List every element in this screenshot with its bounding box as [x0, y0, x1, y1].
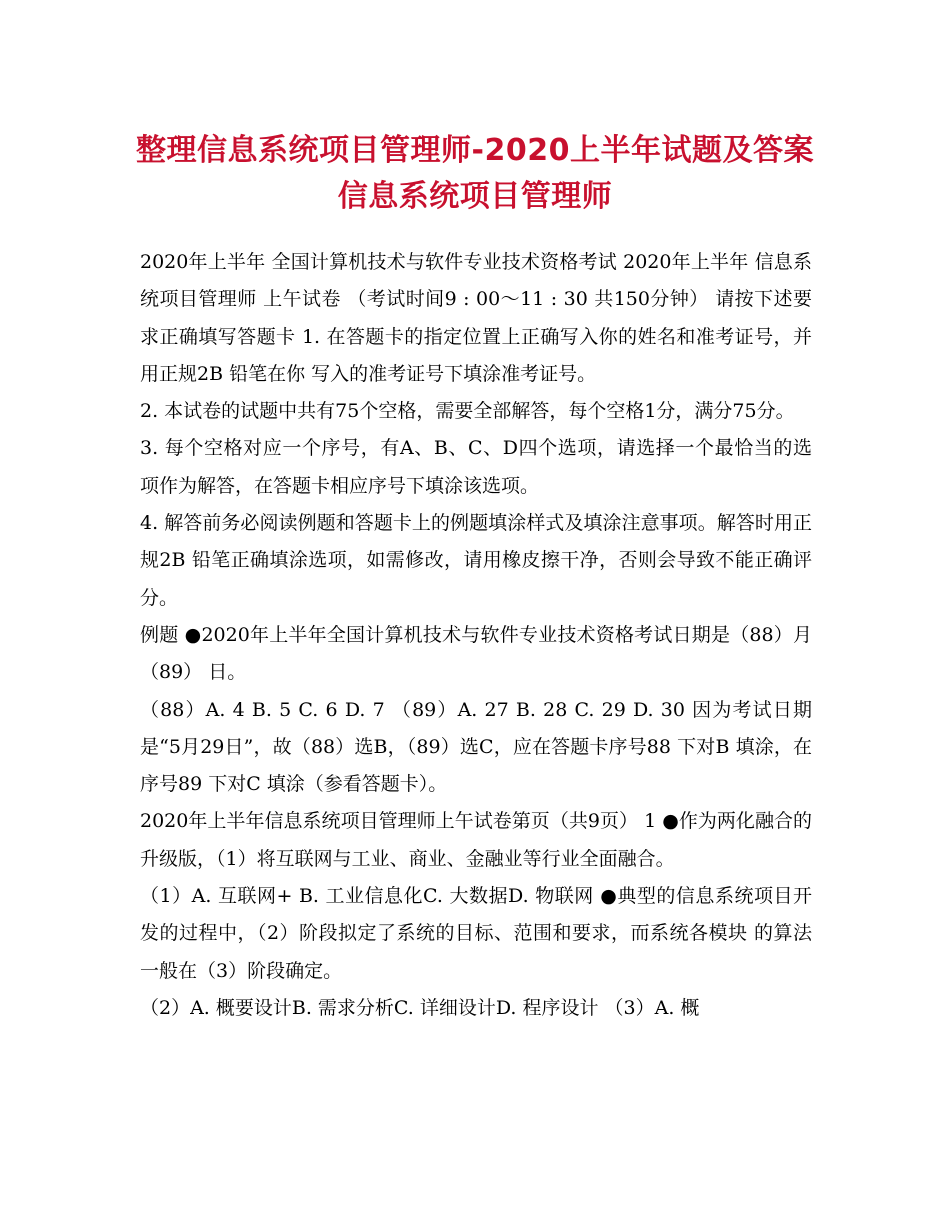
paragraph-question-1: 2020年上半年信息系统项目管理师上午试卷第页（共9页） 1 ●作为两化融合的升级版，（1）将互联网与工业、商业、金融业等行业全面融合。: [140, 810, 812, 870]
paragraph-instructions-4: 4. 解答前务必阅读例题和答题卡上的例题填涂样式及填涂注意事项。解答时用正 规2B 铅笔正确填涂选项，如需修改，请用橡皮擦干净，否则会导致不能正确评分。: [140, 512, 812, 609]
document-body: [140, 244, 812, 1027]
paragraph-question-3: （2）A. 概要设计B. 需求分析C. 详细设计D. 程序设计 （3）A. 概: [140, 996, 700, 1019]
paragraph-question-2: （1）A. 互联网+ B. 工业信息化C. 大数据D. 物联网 ●典型的信息系统项目开发的过程中，（2）阶段拟定了系统的目标、范围和要求，而系统各模块 的算法一般在（3）阶段确定。: [140, 885, 812, 982]
paragraph-instructions-3: 3. 每个空格对应一个序号，有A、B、C、D四个选项，请选择一个最恰当的选 项作为解答，在答题卡相应序号下填涂该选项。: [140, 437, 812, 497]
paragraph-example-answer: （88）A. 4 B. 5 C. 6 D. 7 （89）A. 27 B. 28 C. 29 D. 30 因为考试日期是“5月29日”，故（88）选B，（89）选C，应在答题卡序号88 下对B 填涂，在序号89 下对C 填涂（参看答题卡）。: [140, 698, 812, 796]
paragraph-instructions-2: 2. 本试卷的试题中共有75个空格，需要全部解答，每个空格1分，满分75分。: [140, 400, 795, 423]
paragraph-example-question: 例题 ●2020年上半年全国计算机技术与软件专业技术资格考试日期是（88）月（89） 日。: [140, 623, 812, 684]
document-title: 整理信息系统项目管理师-2020上半年试题及答案 信息系统项目管理师: [136, 133, 814, 214]
paragraph-instructions-1: 2020年上半年 全国计算机技术与软件专业技术资格考试 2020年上半年 信息系统项目管理师 上午试卷 （考试时间9 : 00～11 : 30 共150分钟） 请按下述要求正确填写答题卡 1. 在答题卡的指定位置上正确写入你的姓名和准考证号，并用正规2B 铅笔在你 写入的准考证号下填涂准考证号。: [140, 251, 812, 385]
